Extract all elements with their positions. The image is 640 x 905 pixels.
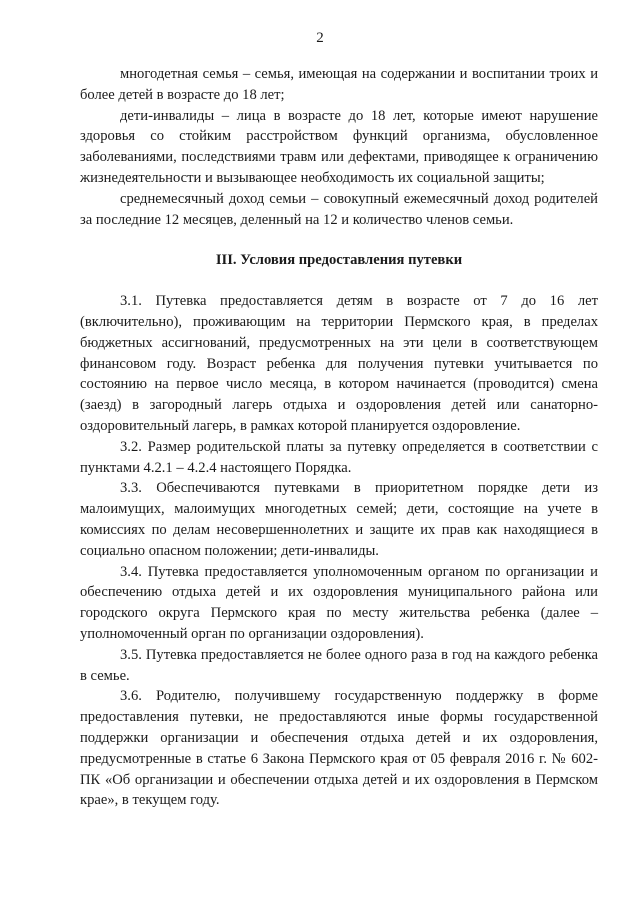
definition-disabled-children: дети-инвалиды – лица в возрасте до 18 лет, которые имеют нарушение здоровья со стойким расстройством функций организма, обусловленное заболеваниями, последствиями травм или дефектами, приводящее к ограничению жизнедеятельности и вызывающее необходимость их социальной защиты; xyxy=(80,107,598,186)
section-title: III. Условия предоставления путевки xyxy=(215,252,463,269)
paragraph-3-5: 3.5. Путевка предоставляется не более одного раза в год на каждого ребенка в семье. xyxy=(80,646,598,684)
definition-large-family: многодетная семья – семья, имеющая на содержании и воспитании троих и более детей в возрасте до 18 лет; xyxy=(80,66,598,103)
paragraph-3-1: 3.1. Путевка предоставляется детям в возрасте от 7 до 16 лет (включительно), проживающим на территории Пермского края, в пределах бюджетных ассигнований, предусмотренных на эти цели в соответствующем финансовом году. Возраст ребенка для получения путевки учитывается по состоянию на первое число месяца, в котором начинается (проводится) смена (заезд) в загородный лагерь отдыха и оздоровления детей или санаторно-оздоровительный лагерь, в рамках которой планируется оздоровление. xyxy=(80,293,598,434)
document-body xyxy=(80,64,598,811)
paragraph-3-3: 3.3. Обеспечиваются путевками в приоритетном порядке дети из малоимущих, малоимущих многодетных семей; дети, состоящие на учете в комиссиях по делам несовершеннолетних и защите их прав как находящиеся в социально опасном положении; дети-инвалиды. xyxy=(80,480,598,559)
paragraph-3-4: 3.4. Путевка предоставляется уполномоченным органом по организации и обеспечению отдыха детей и их оздоровления муниципального района или городского округа Пермского края по месту жительства ребенка (далее – уполномоченный орган по организации оздоровления). xyxy=(80,563,598,642)
paragraph-3-6: 3.6. Родителю, получившему государственную поддержку в форме предоставления путевки, не предоставляются иные формы государственной поддержки организации и обеспечения отдыха детей и их оздоровления, предусмотренные в статье 6 Закона Пермского края от 05 февраля 2016 г. № 602-ПК «Об организации и обеспечении отдыха детей и их оздоровления в Пермском крае», в текущем году. xyxy=(80,688,598,809)
paragraph-3-2: 3.2. Размер родительской платы за путевку определяется в соответствии с пунктами 4.2.1 – 4.2.4 настоящего Порядка. xyxy=(80,438,598,476)
page-number: 2 xyxy=(316,30,324,46)
definition-average-income: среднемесячный доход семьи – совокупный ежемесячный доход родителей за последние 12 месяцев, деленный на 12 и количество членов семьи. xyxy=(80,190,598,228)
